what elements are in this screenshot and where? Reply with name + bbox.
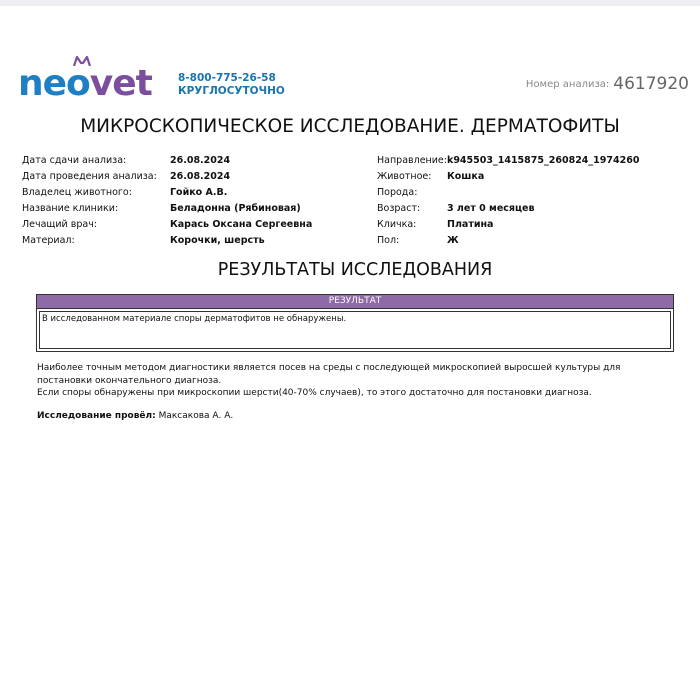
info-row: Направление: k945503_1415875_260824_1974260 (377, 155, 640, 166)
logo-text-vet: vet (89, 63, 152, 104)
neovet-logo (18, 64, 152, 104)
note-line: Если споры обнаружены при микроскопии шерсти(40-70% случаев), то этого достаточно для постановки диагноза. (37, 388, 592, 398)
phone-number: 8-800-775-26-58 (178, 72, 276, 84)
signer-label: Исследование провёл: (37, 411, 156, 421)
result-text: В исследованном материале споры дерматофитов не обнаружены. (39, 311, 671, 349)
info-row: Владелец животного: Гойко А.В. (22, 187, 228, 198)
analysis-number: 4617920 (613, 74, 689, 94)
signer (37, 411, 233, 421)
logo-text-ne: ne (18, 63, 67, 104)
page-title: МИКРОСКОПИЧЕСКОЕ ИССЛЕДОВАНИЕ. ДЕРМАТОФИТЫ (80, 116, 620, 137)
logo-text-o: o (66, 64, 90, 104)
signer-name: Максакова А. А. (158, 411, 234, 421)
top-bar (0, 0, 700, 6)
info-right-column (377, 153, 639, 249)
cat-ears-icon (72, 56, 92, 66)
info-row: Дата сдачи анализа: 26.08.2024 (22, 155, 231, 166)
info-row: Животное: Кошка (377, 171, 485, 182)
note-line: Наиболее точным методом диагностики является посев на среды с последующей микроскопией выросшей культуры для постановки окончательного диагноза. (37, 363, 621, 386)
info-row: Кличка: Платина (377, 219, 494, 230)
result-header: РЕЗУЛЬТАТ (37, 295, 673, 309)
notes (37, 362, 677, 400)
analysis-number-block (526, 74, 689, 94)
results-title: РЕЗУЛЬТАТЫ ИССЛЕДОВАНИЯ (217, 260, 493, 280)
info-row: Материал: Корочки, шерсть (22, 235, 265, 246)
info-left-column (22, 153, 312, 249)
info-row: Пол: Ж (377, 235, 459, 246)
info-row: Порода: (377, 187, 418, 198)
contact-block (178, 72, 285, 98)
result-table (36, 294, 674, 352)
info-row: Возраст: 3 лет 0 месяцев (377, 203, 535, 214)
info-row: Лечащий врач: Карась Оксана Сергеевна (22, 219, 313, 230)
analysis-number-label: Номер анализа: (525, 79, 610, 90)
info-row: Название клиники: Беладонна (Рябиновая) (22, 203, 301, 214)
hours-label: КРУГЛОСУТОЧНО (178, 85, 285, 97)
info-row: Дата проведения анализа: 26.08.2024 (22, 171, 231, 182)
